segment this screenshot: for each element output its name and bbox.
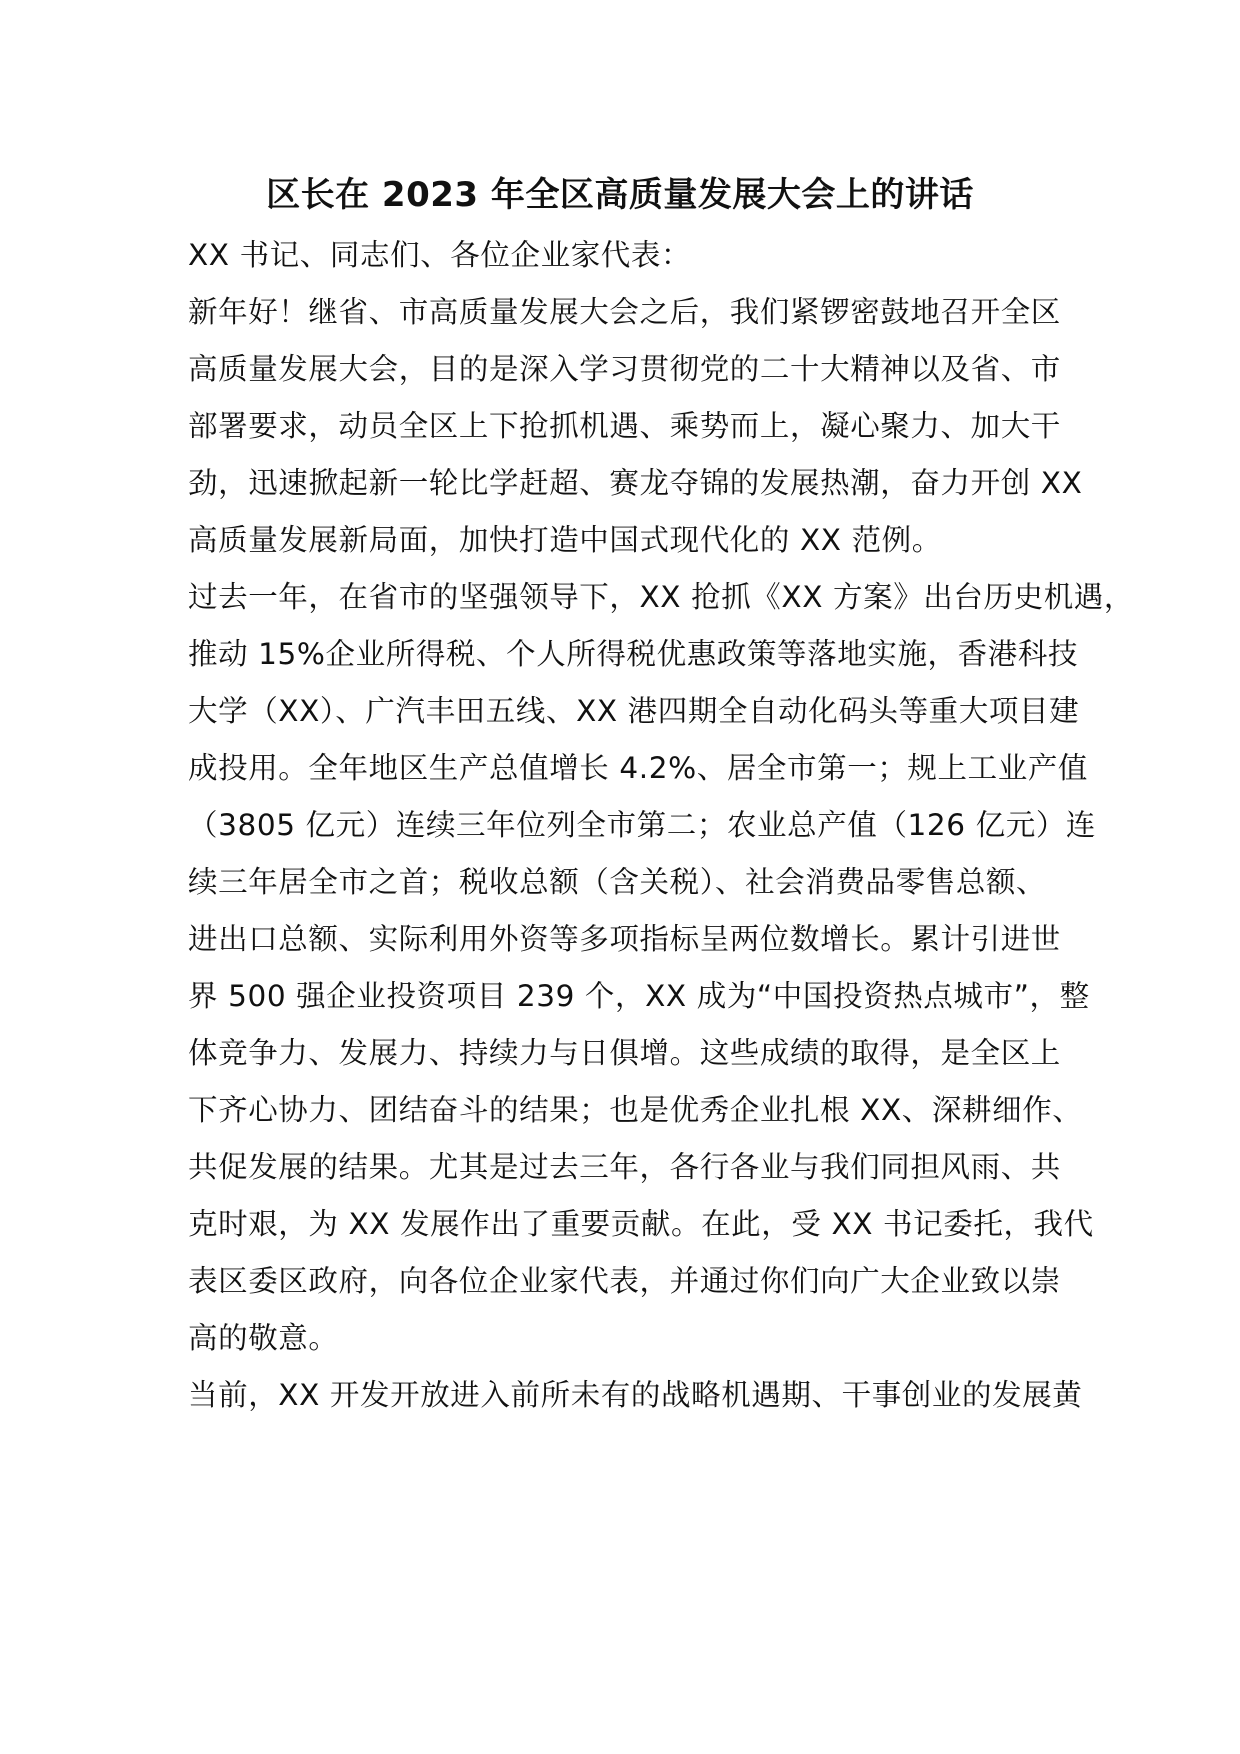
- paragraph-line: 共促发展的结果。尤其是过去三年，各行各业与我们同担风雨、共: [188, 1150, 1061, 1184]
- paragraph-line: 过去一年，在省市的坚强领导下，XX 抢抓《XX 方案》出台历史机遇，: [188, 580, 1134, 614]
- paragraph-line: 劲，迅速掀起新一轮比学赶超、赛龙夺锦的发展热潮，奋力开创 XX: [188, 466, 1083, 500]
- paragraph-line: 高质量发展新局面，加快打造中国式现代化的 XX 范例。: [188, 523, 942, 557]
- paragraph-line: 表区委区政府，向各位企业家代表，并通过你们向广大企业致以崇: [188, 1264, 1061, 1298]
- paragraph-line: 体竞争力、发展力、持续力与日俱增。这些成绩的取得，是全区上: [188, 1036, 1061, 1070]
- paragraph-line: 下齐心协力、团结奋斗的结果；也是优秀企业扎根 XX、深耕细作、: [188, 1093, 1083, 1127]
- paragraph-line: 续三年居全市之首；税收总额（含关税）、社会消费品零售总额、: [188, 865, 1047, 899]
- paragraph-line: 新年好！继省、市高质量发展大会之后，我们紧锣密鼓地召开全区: [188, 295, 1061, 329]
- document-title: 区长在 2023 年全区高质量发展大会上的讲话: [266, 175, 974, 215]
- paragraph-line: 界 500 强企业投资项目 239 个，XX 成为“中国投资热点城市”，整: [188, 979, 1090, 1013]
- paragraph-line: 高的敬意。: [188, 1321, 339, 1355]
- paragraph-line: 高质量发展大会，目的是深入学习贯彻党的二十大精神以及省、市: [188, 352, 1061, 386]
- paragraph-line: 大学（XX）、广汽丰田五线、XX 港四期全自动化码头等重大项目建: [188, 694, 1080, 728]
- paragraph-line: 成投用。全年地区生产总值增长 4.2%、居全市第一；规上工业产值: [188, 751, 1089, 785]
- paragraph-line: （3805 亿元）连续三年位列全市第二；农业总产值（126 亿元）连: [188, 808, 1097, 842]
- paragraph-line: 推动 15%企业所得税、个人所得税优惠政策等落地实施，香港科技: [188, 637, 1079, 671]
- salutation-line: XX 书记、同志们、各位企业家代表：: [188, 238, 692, 272]
- paragraph-line: 部署要求，动员全区上下抢抓机遇、乘势而上，凝心聚力、加大干: [188, 409, 1061, 443]
- paragraph-line: 进出口总额、实际利用外资等多项指标呈两位数增长。累计引进世: [188, 922, 1061, 956]
- paragraph-line: 当前，XX 开发开放进入前所未有的战略机遇期、干事创业的发展黄: [188, 1378, 1083, 1412]
- paragraph-line: 克时艰，为 XX 发展作出了重要贡献。在此，受 XX 书记委托，我代: [188, 1207, 1094, 1241]
